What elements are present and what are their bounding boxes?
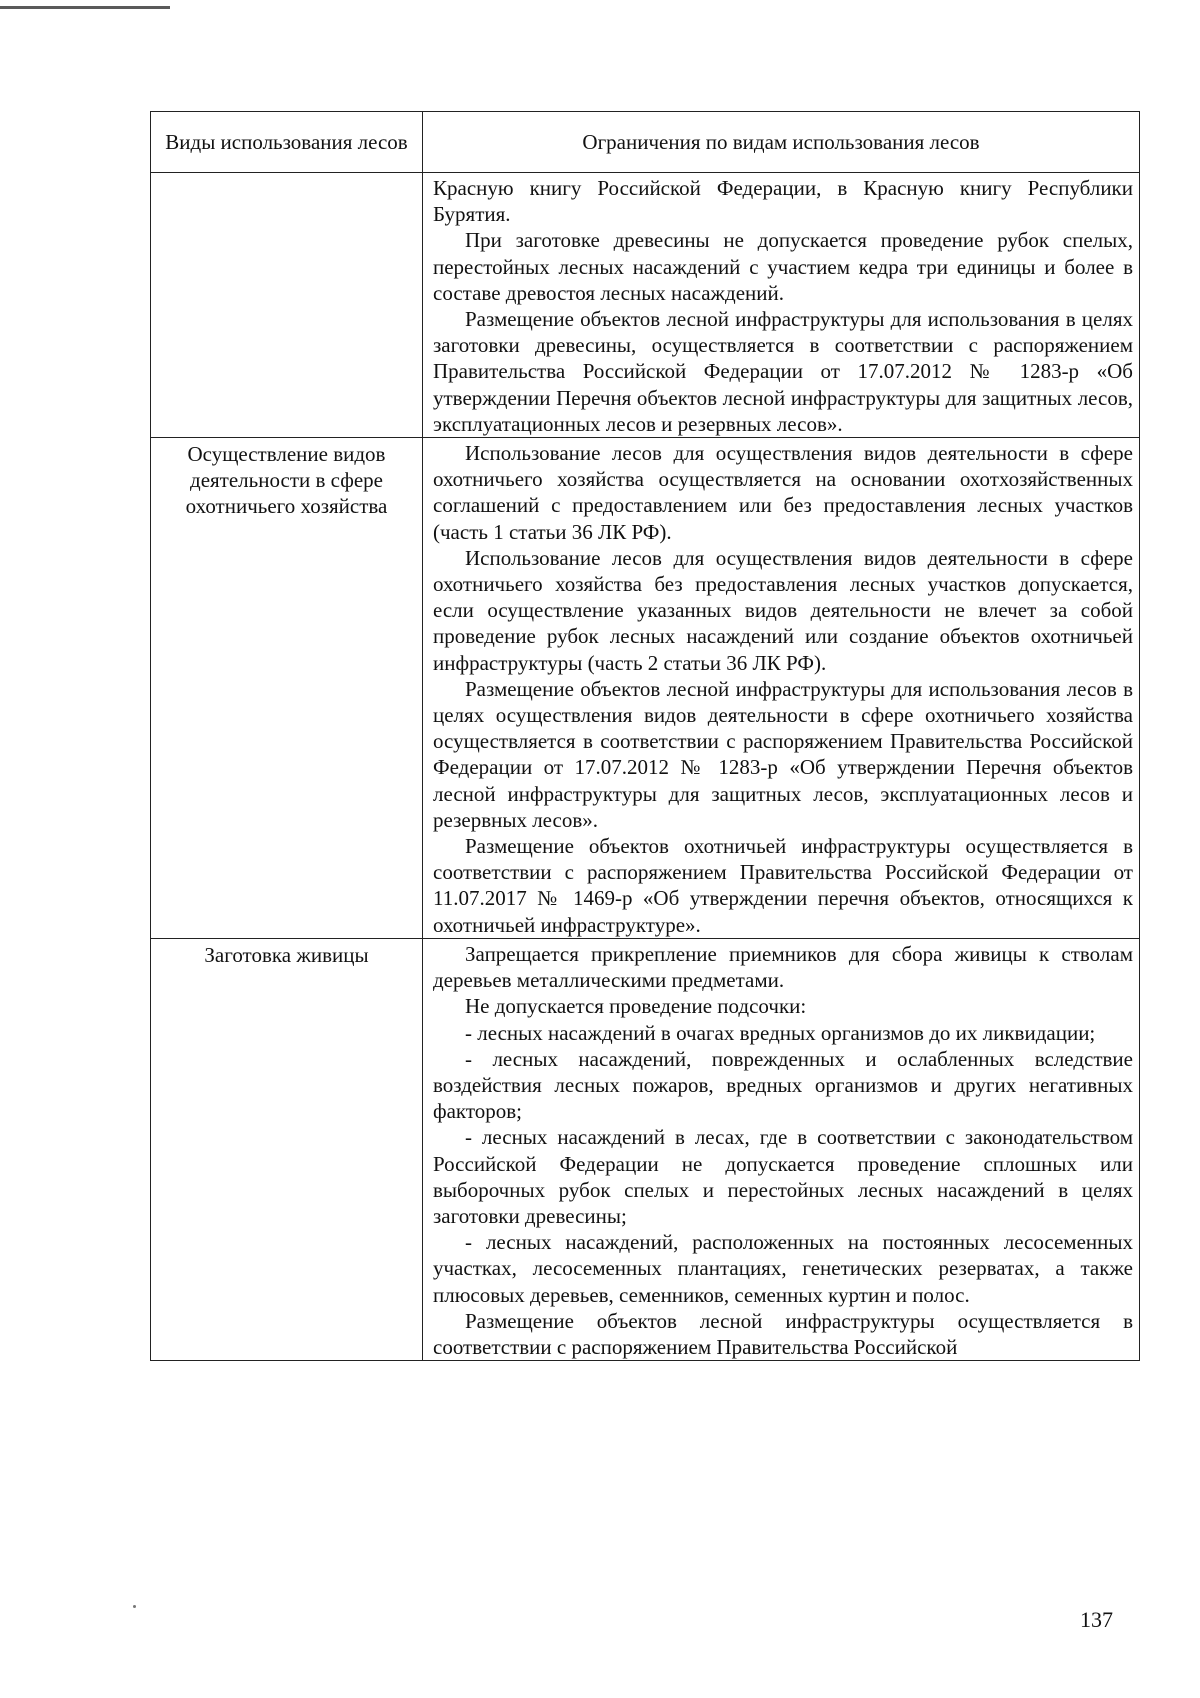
- paragraph: Не допускается проведение подсочки:: [465, 994, 807, 1019]
- paragraph: Размещение объектов лесной инфраструктуры для использования в целях заготовки древесины, осуществляется в соответствии с распоряжением Правительства Российской Федерации от 17.07.2012 № 1283-р «Об утверждении Перечня объектов лесной инфраструктуры для защитных лесов, эксплуатационных лесов и резервных лесов».: [433, 307, 1133, 436]
- row-kind: Заготовка живицы: [151, 938, 423, 1360]
- scan-edge-mark: [0, 6, 170, 9]
- row-kind: [151, 173, 423, 438]
- paragraph: Использование лесов для осуществления видов деятельности в сфере охотничьего хозяйства без предоставления лесных участков допускается, если осуществление указанных видов деятельности не влечет за собой проведение рубок лесных насаждений или создание объектов охотничьей инфраструктуры (часть 2 статьи 36 ЛК РФ).: [433, 545, 1133, 675]
- header-limits: Ограничения по видам использования лесов: [423, 112, 1140, 173]
- table-row: [151, 438, 1140, 939]
- paragraph: - лесных насаждений в лесах, где в соответствии с законодательством Российской Федерации не допускается проведение сплошных или выборочных рубок спелых и перестойных лесных насаждений в целях заготовки древесины;: [433, 1125, 1133, 1228]
- row-limits: [423, 438, 1140, 939]
- table-row: [151, 173, 1140, 438]
- paragraph: - лесных насаждений, расположенных на постоянных лесосеменных участках, лесосеменных плантациях, генетических резерватах, а также плюсовых деревьев, семенников, семенных куртин и полос.: [433, 1230, 1133, 1307]
- paragraph: - лесных насаждений в очагах вредных организмов до их ликвидации;: [465, 1020, 1096, 1045]
- row-kind: Осуществление видов деятельности в сфере охотничьего хозяйства: [151, 438, 423, 939]
- page-number: 137: [1080, 1607, 1113, 1632]
- paragraph: Использование лесов для осуществления видов деятельности в сфере охотничьего хозяйства осуществляется на основании охотхозяйственных соглашений с предоставлением или без предоставления лесных участков (часть 1 статьи 36 ЛК РФ).: [433, 441, 1133, 544]
- table-header-row: [151, 112, 1140, 173]
- paragraph: Запрещается прикрепление приемников для сбора живицы к стволам деревьев металлическими предметами.: [433, 941, 1133, 993]
- paragraph: Размещение объектов лесной инфраструктуры осуществляется в соответствии с распоряжением Правительства Российской: [433, 1308, 1133, 1359]
- paragraph: Размещение объектов охотничьей инфраструктуры осуществляется в соответствии с распоряжением Правительства Российской Федерации от 11.07.2017 № 1469-р «Об утверждении перечня объектов, относящихся к охотничьей инфраструктуре».: [433, 834, 1133, 937]
- row-limits: [423, 938, 1140, 1360]
- paragraph: - лесных насаждений, поврежденных и ослабленных вследствие воздействия лесных пожаров, вредных организмов и других негативных факторов;: [433, 1046, 1133, 1124]
- paragraph: Красную книгу Российской Федерации, в Красную книгу Республики Бурятия.: [433, 176, 1133, 227]
- paragraph: Размещение объектов лесной инфраструктуры для использования лесов в целях осуществления видов деятельности в сфере охотничьего хозяйства осуществляется в соответствии с распоряжением Правительства Российской Федерации от 17.07.2012 № 1283-р «Об утверждении Перечня объектов лесной инфраструктуры для защитных лесов, эксплуатационных лесов и резервных лесов».: [433, 676, 1133, 832]
- scan-speck: [133, 1605, 136, 1608]
- table-row: [151, 938, 1140, 1360]
- row-limits: [423, 173, 1140, 438]
- forest-use-limits-table: [150, 111, 1140, 1361]
- paragraph: При заготовке древесины не допускается проведение рубок спелых, перестойных лесных насаждений с участием кедра три единицы и более в составе древостоя лесных насаждений.: [433, 228, 1133, 305]
- header-kinds: Виды использования лесов: [151, 112, 423, 173]
